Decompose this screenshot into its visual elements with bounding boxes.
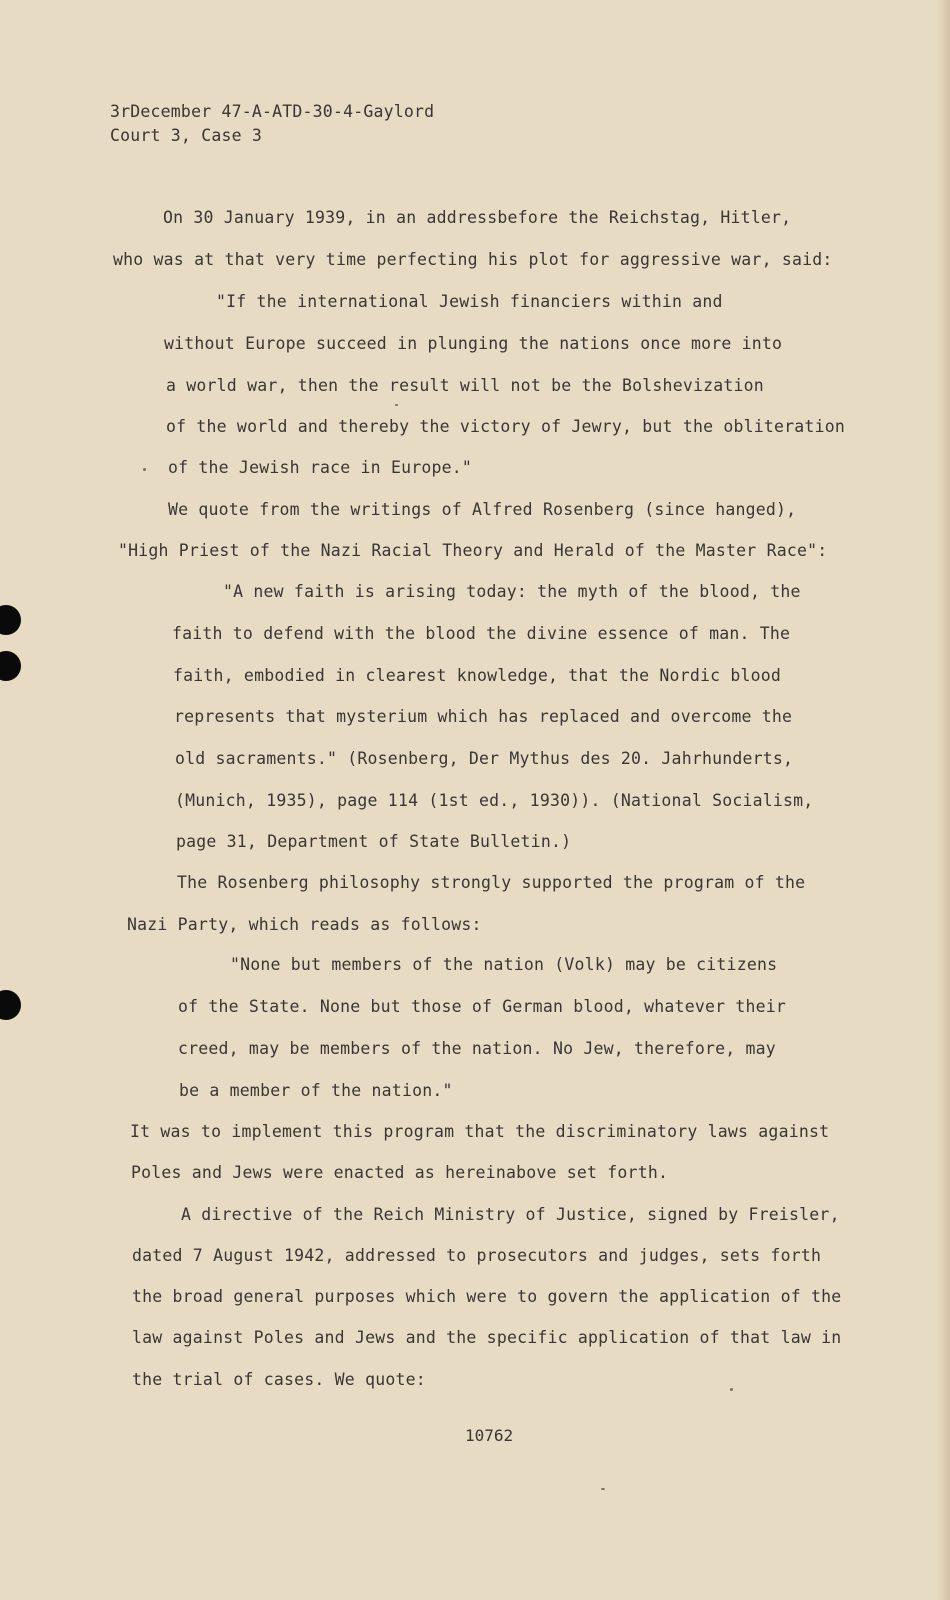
text-line: a world war, then the result will not be the Bolshevization xyxy=(166,376,764,395)
page-number: 10762 xyxy=(465,1426,514,1445)
text-line: faith to defend with the blood the divine essence of man. The xyxy=(172,624,791,643)
text-line: of the State. None but those of German blood, whatever their xyxy=(178,997,787,1016)
text-line: who was at that very time perfecting his plot for aggressive war, said: xyxy=(113,250,833,269)
header-line-2: Court 3, Case 3 xyxy=(110,126,263,145)
text-line: The Rosenberg philosophy strongly supported the program of the xyxy=(177,873,806,892)
text-line: On 30 January 1939, in an addressbefore the Reichstag, Hitler, xyxy=(163,208,792,227)
paper-speck xyxy=(730,1388,733,1391)
text-line: represents that mysterium which has replaced and overcome the xyxy=(174,707,793,726)
text-line: creed, may be members of the nation. No Jew, therefore, may xyxy=(178,1039,776,1058)
text-line: dated 7 August 1942, addressed to prosecutors and judges, sets forth xyxy=(132,1246,822,1265)
punch-hole xyxy=(0,990,21,1020)
text-line: Nazi Party, which reads as follows: xyxy=(127,915,482,934)
text-line: Poles and Jews were enacted as hereinabove set forth. xyxy=(131,1163,669,1182)
text-line: It was to implement this program that the discriminatory laws against xyxy=(130,1122,830,1141)
text-line: page 31, Department of State Bulletin.) xyxy=(176,832,572,851)
text-line: "None but members of the nation (Volk) may be citizens xyxy=(230,955,778,974)
text-line: of the Jewish race in Europe." xyxy=(168,458,473,477)
text-line: the broad general purposes which were to govern the application of the xyxy=(132,1287,842,1306)
paper-speck xyxy=(143,468,146,471)
text-line: "A new faith is arising today: the myth of the blood, the xyxy=(223,582,801,601)
text-line: be a member of the nation." xyxy=(179,1081,453,1100)
text-line: old sacraments." (Rosenberg, Der Mythus des 20. Jahrhunderts, xyxy=(175,749,794,768)
paper-speck xyxy=(395,404,398,406)
paper-speck xyxy=(601,1488,605,1490)
text-line: without Europe succeed in plunging the nations once more into xyxy=(164,334,783,353)
text-line: "High Priest of the Nazi Racial Theory and Herald of the Master Race": xyxy=(118,541,828,560)
text-line: faith, embodied in clearest knowledge, that the Nordic blood xyxy=(173,666,782,685)
text-line: "If the international Jewish financiers within and xyxy=(216,292,723,311)
text-line: (Munich, 1935), page 114 (1st ed., 1930)). (National Socialism, xyxy=(175,791,814,810)
text-line: of the world and thereby the victory of Jewry, but the obliteration xyxy=(166,417,845,436)
text-line: the trial of cases. We quote: xyxy=(132,1370,426,1389)
header-line-1: 3rDecember 47-A-ATD-30-4-Gaylord xyxy=(110,102,435,121)
text-line: We quote from the writings of Alfred Rosenberg (since hanged), xyxy=(168,500,797,519)
paper-edge xyxy=(936,0,950,1600)
punch-hole xyxy=(0,605,21,635)
text-line: A directive of the Reich Ministry of Justice, signed by Freisler, xyxy=(181,1205,840,1224)
punch-hole xyxy=(0,651,21,681)
text-line: law against Poles and Jews and the specific application of that law in xyxy=(132,1328,842,1347)
